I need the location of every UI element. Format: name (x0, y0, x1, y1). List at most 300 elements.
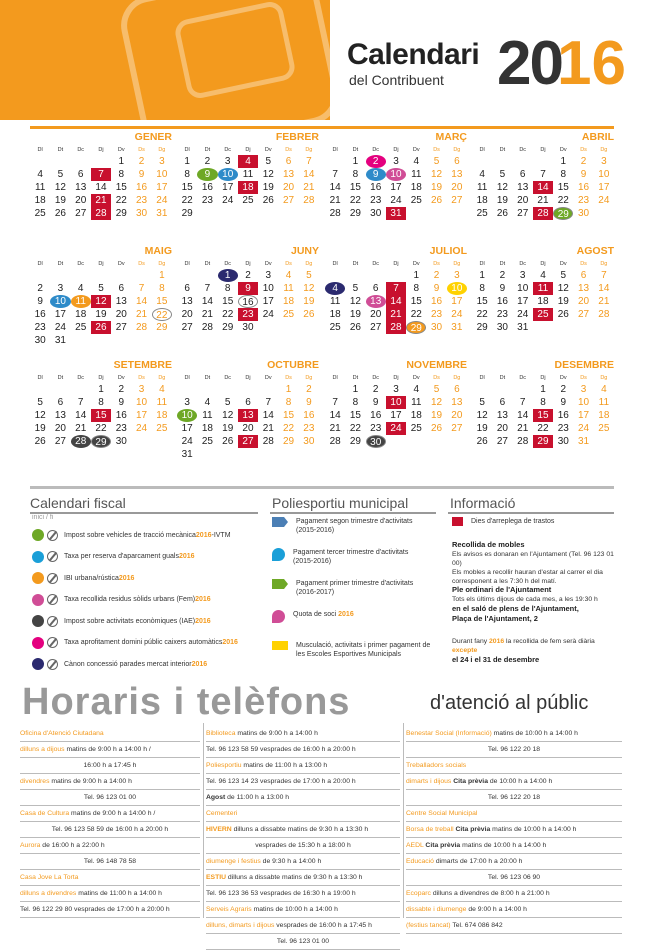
day-cell: 20 (283, 182, 295, 193)
month-agost (472, 245, 614, 334)
day-cell: 28 (71, 435, 91, 448)
day-cell: 24 (451, 309, 463, 320)
poli-item-text (296, 641, 430, 659)
day-cell: 6 (454, 384, 460, 395)
poli-item-year: 2016 (336, 611, 354, 618)
empty-day (218, 383, 238, 396)
month-name: AGOST (576, 245, 614, 257)
day-cell: 25 (410, 195, 422, 206)
day-cell: 27 (451, 423, 463, 434)
weekday-label: Dj (393, 375, 399, 381)
empty-day (71, 383, 91, 396)
day-cell: 31 (451, 322, 463, 333)
day-cell: 8 (98, 397, 104, 408)
day-cell: 18 (410, 182, 422, 193)
day-cell: 10 (136, 397, 148, 408)
day-cell: 6 (580, 270, 587, 281)
day-cell: 5 (224, 397, 231, 408)
day-cell: 4 (413, 384, 420, 395)
day-cell: 15 (533, 409, 553, 422)
day-cell: 9 (118, 397, 125, 408)
schedule-text: Tel. 96 122 20 18 (487, 794, 541, 801)
poli-item-text (296, 579, 413, 597)
schedule-text: Tel. 674 086 842 (452, 922, 503, 929)
weekday-label: Ds (433, 261, 440, 267)
day-cell: 15 (181, 182, 193, 193)
schedule-row (406, 870, 622, 886)
weekday-label: Ds (285, 147, 292, 153)
info-legend-item (452, 517, 554, 526)
weekday-header (177, 145, 319, 155)
schedule-text: dilluns, dimarts i dijous (206, 922, 277, 929)
weekday-header (472, 145, 614, 155)
empty-day (238, 383, 258, 396)
day-cell: 4 (159, 384, 165, 395)
empty-day (325, 383, 345, 396)
schedule-row (206, 838, 400, 854)
day-cell: 22 (95, 423, 107, 434)
poli-item (272, 548, 408, 566)
empty-day (492, 155, 512, 168)
poli-item-period: les Escoles Esportives Municipals (296, 651, 402, 658)
day-cell: 26 (54, 208, 66, 219)
day-cell: 14 (329, 182, 341, 193)
day-cell: 14 (262, 410, 274, 421)
schedule-text: Biblioteca (206, 730, 238, 737)
ple-line-2a: en el saló de plens de l' (452, 604, 536, 613)
day-cell: 6 (118, 283, 125, 294)
day-cell: 26 (349, 322, 361, 333)
fiscal-item-label: IBI urbana/rústica (64, 574, 119, 582)
day-cell: 5 (37, 397, 43, 408)
end-circle-icon (47, 551, 58, 562)
schedule-row (206, 806, 400, 822)
empty-day (91, 155, 111, 168)
weekday-label: Dt (352, 147, 359, 153)
day-cell: 22 (181, 195, 193, 206)
day-cell: 23 (34, 322, 46, 333)
schedule-text: dilluns a dissabte (227, 874, 282, 881)
weekday-label: Dl (479, 147, 485, 153)
fiscal-item-year: 2016 (191, 660, 208, 668)
day-cell: 11 (242, 169, 254, 180)
day-cell: 22 (476, 309, 488, 320)
day-cell: 17 (156, 182, 168, 193)
day-cell: 30 (366, 435, 386, 448)
month-name: ABRIL (581, 131, 614, 143)
weekday-label: Dj (540, 261, 546, 267)
schedule-text: de 9:00 h a 14:00 h (468, 906, 527, 913)
day-cell: 11 (283, 283, 294, 294)
day-cell: 28 (201, 322, 213, 333)
horaris-title: Horaris i telèfons (22, 681, 351, 723)
day-cell: 22 (410, 309, 422, 320)
schedule-text: Serveis Agraris (206, 906, 254, 913)
day-cell: 24 (517, 309, 529, 320)
poli-item (272, 641, 430, 659)
day-cell: 30 (578, 208, 590, 219)
day-cell: 31 (54, 335, 66, 346)
day-cell: 2 (138, 156, 145, 167)
day-cell: 14 (386, 295, 406, 308)
schedule-text: Tel. 96 148 78 58 (83, 858, 137, 865)
day-cell: 23 (370, 195, 382, 206)
fiscal-item-label: Impost sobre activitats econòmiques (IAE) (64, 617, 196, 625)
day-cell: 27 (370, 322, 382, 333)
day-cell: 29 (533, 435, 553, 448)
page-subtitle: del Contribuent (349, 72, 444, 88)
day-cell: 25 (476, 208, 488, 219)
day-grid (30, 269, 172, 347)
weekday-label: Dg (600, 147, 608, 153)
weekday-label: Dl (479, 375, 485, 381)
empty-day (71, 269, 91, 282)
empty-day (258, 321, 278, 334)
column-divider-2 (403, 723, 404, 918)
day-cell: 16 (578, 182, 590, 193)
day-cell: 3 (138, 384, 145, 395)
empty-day (278, 448, 298, 461)
day-cell: 7 (332, 169, 338, 180)
horaris-subtitle: d'atenció al públic (430, 692, 589, 714)
day-cell: 18 (283, 296, 295, 307)
day-cell: 28 (329, 208, 341, 219)
end-circle-icon (47, 530, 58, 541)
weekday-label: Dj (540, 147, 546, 153)
day-cell: 25 (410, 423, 422, 434)
schedule-row (206, 790, 400, 806)
weekday-label: Dj (245, 261, 251, 267)
weekday-label: Dg (158, 147, 166, 153)
day-cell: 29 (349, 436, 361, 447)
fiscal-item (32, 551, 195, 563)
day-cell: 26 (496, 208, 508, 219)
month-gener (30, 131, 172, 220)
empty-day (131, 334, 151, 347)
day-cell: 21 (386, 308, 406, 321)
day-cell: 9 (433, 283, 440, 294)
day-cell: 11 (476, 182, 488, 193)
fiscal-item-year: 2016 (222, 639, 238, 646)
poli-item-text (293, 548, 408, 566)
day-cell: 8 (285, 397, 292, 408)
day-cell: 17 (517, 296, 529, 307)
weekday-label: Dv (559, 261, 567, 267)
schedule-text: dissabte i diumenge (406, 906, 469, 913)
day-cell: 5 (352, 283, 359, 294)
day-cell: 1 (218, 269, 238, 282)
day-cell: 12 (303, 283, 315, 294)
empty-day (573, 321, 593, 334)
info-title: Informació (450, 495, 516, 511)
weekday-label: Dj (98, 147, 104, 153)
weekday-label: Dl (479, 261, 485, 267)
day-cell: 10 (177, 409, 197, 422)
day-cell: 15 (91, 409, 111, 422)
fany-block (452, 637, 622, 665)
weekday-label: Dv (412, 147, 420, 153)
fiscal-item (32, 572, 134, 584)
schedule-text: diumenge i festius (206, 858, 263, 865)
schedule-text: de 11:00 h a 13:00 h (227, 794, 290, 801)
fany-day-31: 31 (482, 655, 492, 664)
day-cell: 18 (156, 410, 168, 421)
schedule-text: Tel. 96 122 20 18 (487, 746, 541, 753)
empty-day (278, 321, 298, 334)
empty-day (366, 269, 386, 282)
day-cell: 28 (329, 436, 341, 447)
day-cell: 4 (540, 270, 546, 281)
day-cell: 14 (136, 296, 148, 307)
day-cell: 14 (303, 169, 315, 180)
empty-day (177, 269, 197, 282)
day-cell: 25 (34, 208, 46, 219)
weekday-label: Dj (540, 375, 546, 381)
start-dot-icon (32, 658, 44, 670)
fiscal-underline (30, 512, 258, 514)
schedule-row (20, 758, 200, 774)
poli-item (272, 517, 413, 535)
day-cell: 17 (451, 296, 463, 307)
day-cell: 23 (115, 423, 127, 434)
day-cell: 19 (222, 423, 234, 434)
day-cell: 13 (366, 295, 386, 308)
day-cell: 17 (390, 410, 402, 421)
day-cell: 19 (262, 182, 274, 193)
poli-item-period: (2016-2017) (296, 589, 335, 596)
empty-day (426, 435, 446, 448)
day-cell: 11 (202, 410, 213, 421)
schedule-row (206, 822, 400, 838)
schedule-text: vesprades de 15:30 h a 18:00 h (255, 842, 351, 849)
schedule-row (20, 742, 200, 758)
day-cell: 27 (115, 322, 127, 333)
end-circle-icon (47, 637, 58, 648)
day-cell: 23 (303, 423, 315, 434)
empty-day (472, 383, 492, 396)
month-octubre (177, 359, 319, 461)
weekday-label: Ds (433, 375, 440, 381)
weekday-label: Dc (77, 261, 85, 267)
day-cell: 5 (98, 283, 104, 294)
end-circle-icon (47, 594, 58, 605)
poli-item-text (296, 517, 413, 535)
day-cell: 10 (262, 283, 274, 294)
schedule-row (406, 758, 622, 774)
day-cell: 26 (222, 436, 234, 447)
drop-marker-icon (272, 548, 285, 561)
day-cell: 20 (496, 423, 508, 434)
day-cell: 12 (222, 410, 234, 421)
weekday-label: Ds (138, 147, 145, 153)
day-cell: 20 (451, 410, 463, 421)
day-cell: 28 (386, 321, 406, 334)
day-cell: 7 (519, 397, 526, 408)
fany-text-1: Durant fany (452, 638, 488, 645)
empty-day (30, 155, 50, 168)
day-cell: 2 (433, 270, 440, 281)
day-cell: 13 (451, 397, 463, 408)
day-cell: 24 (136, 423, 148, 434)
day-cell: 9 (372, 397, 379, 408)
weekday-label: Dt (499, 147, 506, 153)
day-cell: 19 (349, 309, 361, 320)
weekday-label: Dj (245, 147, 251, 153)
day-cell: 22 (537, 423, 549, 434)
day-cell: 25 (283, 309, 295, 320)
day-cell: 4 (77, 283, 84, 294)
day-cell: 2 (499, 270, 506, 281)
weekday-label: Dc (224, 147, 232, 153)
empty-day (472, 155, 492, 168)
day-cell: 13 (517, 182, 529, 193)
empty-day (91, 269, 111, 282)
schedule-text: Cita prèvia (425, 842, 463, 849)
schedule-text: matins de 11:00 h a 13:00 h (243, 762, 328, 769)
ple-line-1: Tots els últims dijous de cada mes, a les 19:30 h (452, 596, 598, 603)
day-grid (472, 383, 614, 448)
month-name: GENER (134, 131, 172, 143)
weekday-label: Dt (204, 261, 211, 267)
mobles-line-3: corresponent a les 7:30 h del matí. (452, 578, 557, 585)
day-cell: 13 (54, 410, 66, 421)
day-cell: 1 (118, 156, 125, 167)
day-cell: 28 (517, 436, 529, 447)
day-cell: 16 (496, 296, 508, 307)
day-cell: 14 (329, 410, 341, 421)
weekday-label: Dc (519, 147, 527, 153)
empty-day (131, 435, 151, 448)
weekday-label: Dv (559, 375, 567, 381)
weekday-label: Ds (580, 261, 587, 267)
day-cell: 23 (370, 423, 382, 434)
day-cell: 7 (138, 283, 145, 294)
day-cell: 15 (349, 182, 361, 193)
weekday-label: Dt (57, 261, 64, 267)
day-cell: 25 (329, 322, 341, 333)
day-cell: 10 (50, 295, 70, 308)
day-cell: 15 (476, 296, 488, 307)
schedule-row (20, 774, 200, 790)
day-cell: 17 (222, 182, 234, 193)
start-dot-icon (32, 572, 44, 584)
day-cell: 1 (352, 384, 359, 395)
day-cell: 15 (283, 410, 295, 421)
day-cell: 8 (118, 169, 125, 180)
schedule-text: Tel. 96 123 58 59 de 16:00 h a 20:00 h (51, 826, 169, 833)
day-cell: 29 (283, 436, 295, 447)
day-cell: 10 (447, 282, 467, 295)
empty-day (152, 334, 172, 347)
weekday-label: Dg (453, 147, 461, 153)
day-cell: 23 (431, 309, 443, 320)
day-cell: 29 (349, 208, 361, 219)
day-cell: 18 (201, 423, 213, 434)
schedule-row (406, 806, 622, 822)
month-novembre (325, 359, 467, 448)
day-cell: 26 (557, 309, 569, 320)
day-cell: 1 (285, 384, 292, 395)
fany-year: 2016 (489, 638, 505, 645)
day-cell: 31 (578, 436, 590, 447)
weekday-label: Dc (77, 375, 85, 381)
weekday-label: Ds (580, 147, 587, 153)
day-cell: 11 (533, 282, 553, 295)
month-name: NOVEMBRE (406, 359, 467, 371)
day-cell: 11 (411, 169, 422, 180)
day-cell: 5 (306, 270, 312, 281)
day-cell: 11 (598, 397, 610, 408)
day-cell: 4 (479, 169, 485, 180)
day-cell: 8 (352, 397, 359, 408)
weekday-label: Dl (37, 147, 43, 153)
schedule-row (20, 790, 200, 806)
schedule-text: vesprades de 16:00 h a 17:45 h (276, 922, 372, 929)
day-cell: 30 (431, 322, 443, 333)
schedule-text: matins de 9:00 h a 14:00 h (237, 730, 318, 737)
day-cell: 19 (476, 423, 488, 434)
day-cell: 20 (370, 309, 382, 320)
day-cell: 14 (517, 410, 529, 421)
day-cell: 5 (57, 169, 64, 180)
poli-item (272, 579, 413, 597)
day-cell: 24 (54, 322, 66, 333)
schedule-text: (festius tancat) (406, 922, 453, 929)
day-cell: 21 (303, 182, 315, 193)
day-cell: 30 (496, 322, 508, 333)
weekday-label: Dl (37, 261, 43, 267)
day-cell: 21 (136, 309, 148, 320)
day-cell: 5 (265, 156, 272, 167)
schedule-text: dimarts de 17:00 h a 20:00 h (435, 858, 523, 865)
day-cell: 19 (54, 195, 66, 206)
day-grid (325, 155, 467, 220)
weekday-label: Dc (224, 261, 232, 267)
empty-day (71, 155, 91, 168)
weekday-header (325, 145, 467, 155)
day-cell: 9 (138, 169, 145, 180)
day-cell: 19 (431, 410, 443, 421)
fany-text-4: i el (470, 655, 481, 664)
fiscal-item-year: 2016 (178, 553, 195, 560)
month-name: SETEMBRE (113, 359, 172, 371)
day-cell: 18 (598, 410, 610, 421)
weekday-label: Dl (184, 147, 190, 153)
schedule-text: Educació (406, 858, 436, 865)
day-cell: 27 (54, 436, 66, 447)
day-cell: 24 (386, 422, 406, 435)
day-cell: 28 (598, 309, 610, 320)
fany-text-5: de desembre (492, 655, 540, 664)
weekday-label: Dj (98, 261, 104, 267)
weekday-label: Dc (519, 375, 527, 381)
day-cell: 27 (451, 195, 463, 206)
day-cell: 25 (156, 423, 168, 434)
schedule-row (20, 902, 200, 918)
day-cell: 26 (303, 309, 315, 320)
schedule-text: dilluns a divendres (432, 890, 492, 897)
day-cell: 9 (366, 168, 386, 181)
day-cell: 15 (349, 410, 361, 421)
schedule-text: vesprades de 16:00 h a 20:00 h (260, 746, 356, 753)
day-cell: 29 (222, 322, 234, 333)
schedule-row (20, 726, 200, 742)
day-cell: 19 (95, 309, 107, 320)
empty-day (91, 334, 111, 347)
month-juliol (325, 245, 467, 334)
day-cell: 7 (601, 270, 607, 281)
empty-day (492, 383, 512, 396)
